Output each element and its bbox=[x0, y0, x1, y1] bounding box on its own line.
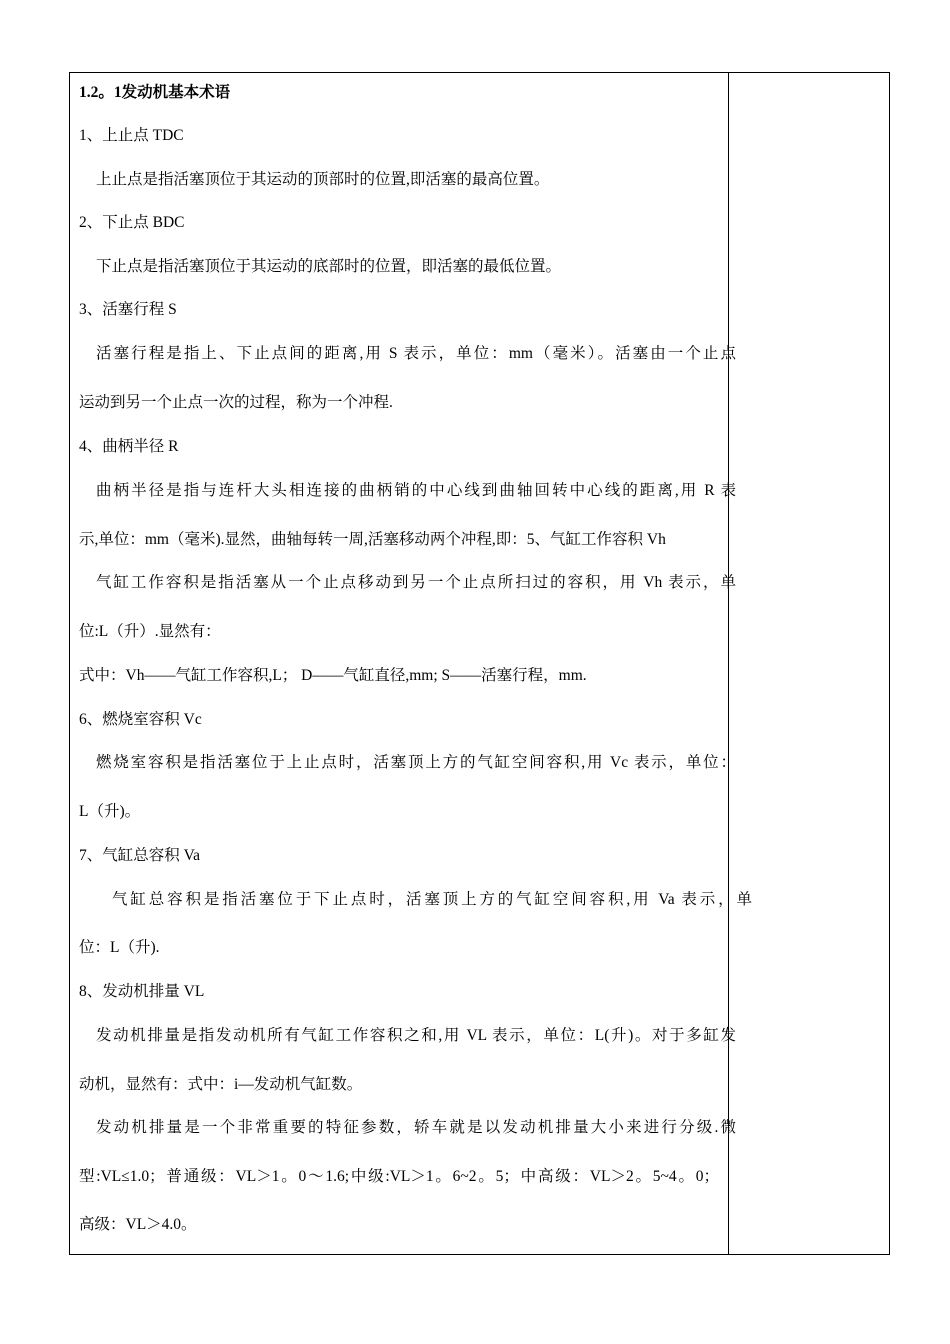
term-title-vc: 6、燃烧室容积 Vc bbox=[79, 711, 202, 728]
term-title-vl: 8、发动机排量 VL bbox=[79, 983, 205, 1000]
term-desc-vc-line1: 燃烧室容积是指活塞位于上止点时，活塞顶上方的气缸空间容积,用 Vc 表示，单位： bbox=[96, 754, 736, 771]
term-desc-vh-line2: 位:L（升）.显然有： bbox=[79, 623, 221, 640]
term-desc-va-line1: 气缸总容积是指活塞位于下止点时，活塞顶上方的气缸空间容积,用 Va 表示，单 bbox=[112, 891, 752, 908]
term-desc-vh-formula-note: 式中：Vh——气缸工作容积,L； D——气缸直径,mm; S——活塞行程，mm. bbox=[79, 667, 587, 684]
term-desc-vh-line1: 气缸工作容积是指活塞从一个止点移动到另一个止点所扫过的容积，用 Vh 表示，单 bbox=[96, 574, 736, 591]
term-title-crank-radius: 4、曲柄半径 R bbox=[79, 438, 179, 455]
term-desc-vl-line1: 发动机排量是指发动机所有气缸工作容积之和,用 VL 表示，单位：L(升)。对于多缸发 bbox=[96, 1027, 736, 1044]
term-title-va: 7、气缸总容积 Va bbox=[79, 847, 200, 864]
term-desc-vl-line4: 型:VL≤1.0；普通级：VL＞1。0～1.6;中级:VL＞1。6~2。5；中高级：VL＞2。5~4。0； bbox=[79, 1168, 719, 1185]
term-title-tdc: 1、上止点 TDC bbox=[79, 127, 184, 144]
term-desc-bdc: 下止点是指活塞顶位于其运动的底部时的位置，即活塞的最低位置。 bbox=[96, 258, 562, 275]
table-column-divider bbox=[728, 73, 729, 1254]
term-desc-crank-line2: 示,单位：mm（毫米).显然，曲轴每转一周,活塞移动两个冲程,即：5、气缸工作容积 Vh bbox=[79, 531, 666, 548]
term-title-stroke: 3、活塞行程 S bbox=[79, 301, 177, 318]
term-desc-tdc: 上止点是指活塞顶位于其运动的顶部时的位置,即活塞的最高位置。 bbox=[96, 171, 550, 188]
section-heading: 1.2。1发动机基本术语 bbox=[79, 84, 231, 101]
term-desc-crank-line1: 曲柄半径是指与连杆大头相连接的曲柄销的中心线到曲轴回转中心线的距离,用 R 表 bbox=[96, 482, 736, 499]
document-table bbox=[69, 72, 890, 1255]
term-desc-vl-line2: 动机，显然有：式中：i—发动机气缸数。 bbox=[79, 1076, 363, 1093]
term-desc-va-line2: 位：L（升). bbox=[79, 939, 160, 956]
term-title-bdc: 2、下止点 BDC bbox=[79, 214, 185, 231]
term-desc-vl-line3: 发动机排量是一个非常重要的特征参数，轿车就是以发动机排量大小来进行分级.微 bbox=[96, 1119, 736, 1136]
term-desc-stroke-line2: 运动到另一个止点一次的过程，称为一个冲程. bbox=[79, 394, 393, 411]
term-desc-vl-line5: 高级：VL＞4.0。 bbox=[79, 1216, 197, 1233]
term-desc-stroke-line1: 活塞行程是指上、下止点间的距离,用 S 表示，单位：mm（毫米）。活塞由一个止点 bbox=[96, 345, 736, 362]
term-desc-vc-line2: L（升)。 bbox=[79, 803, 141, 820]
